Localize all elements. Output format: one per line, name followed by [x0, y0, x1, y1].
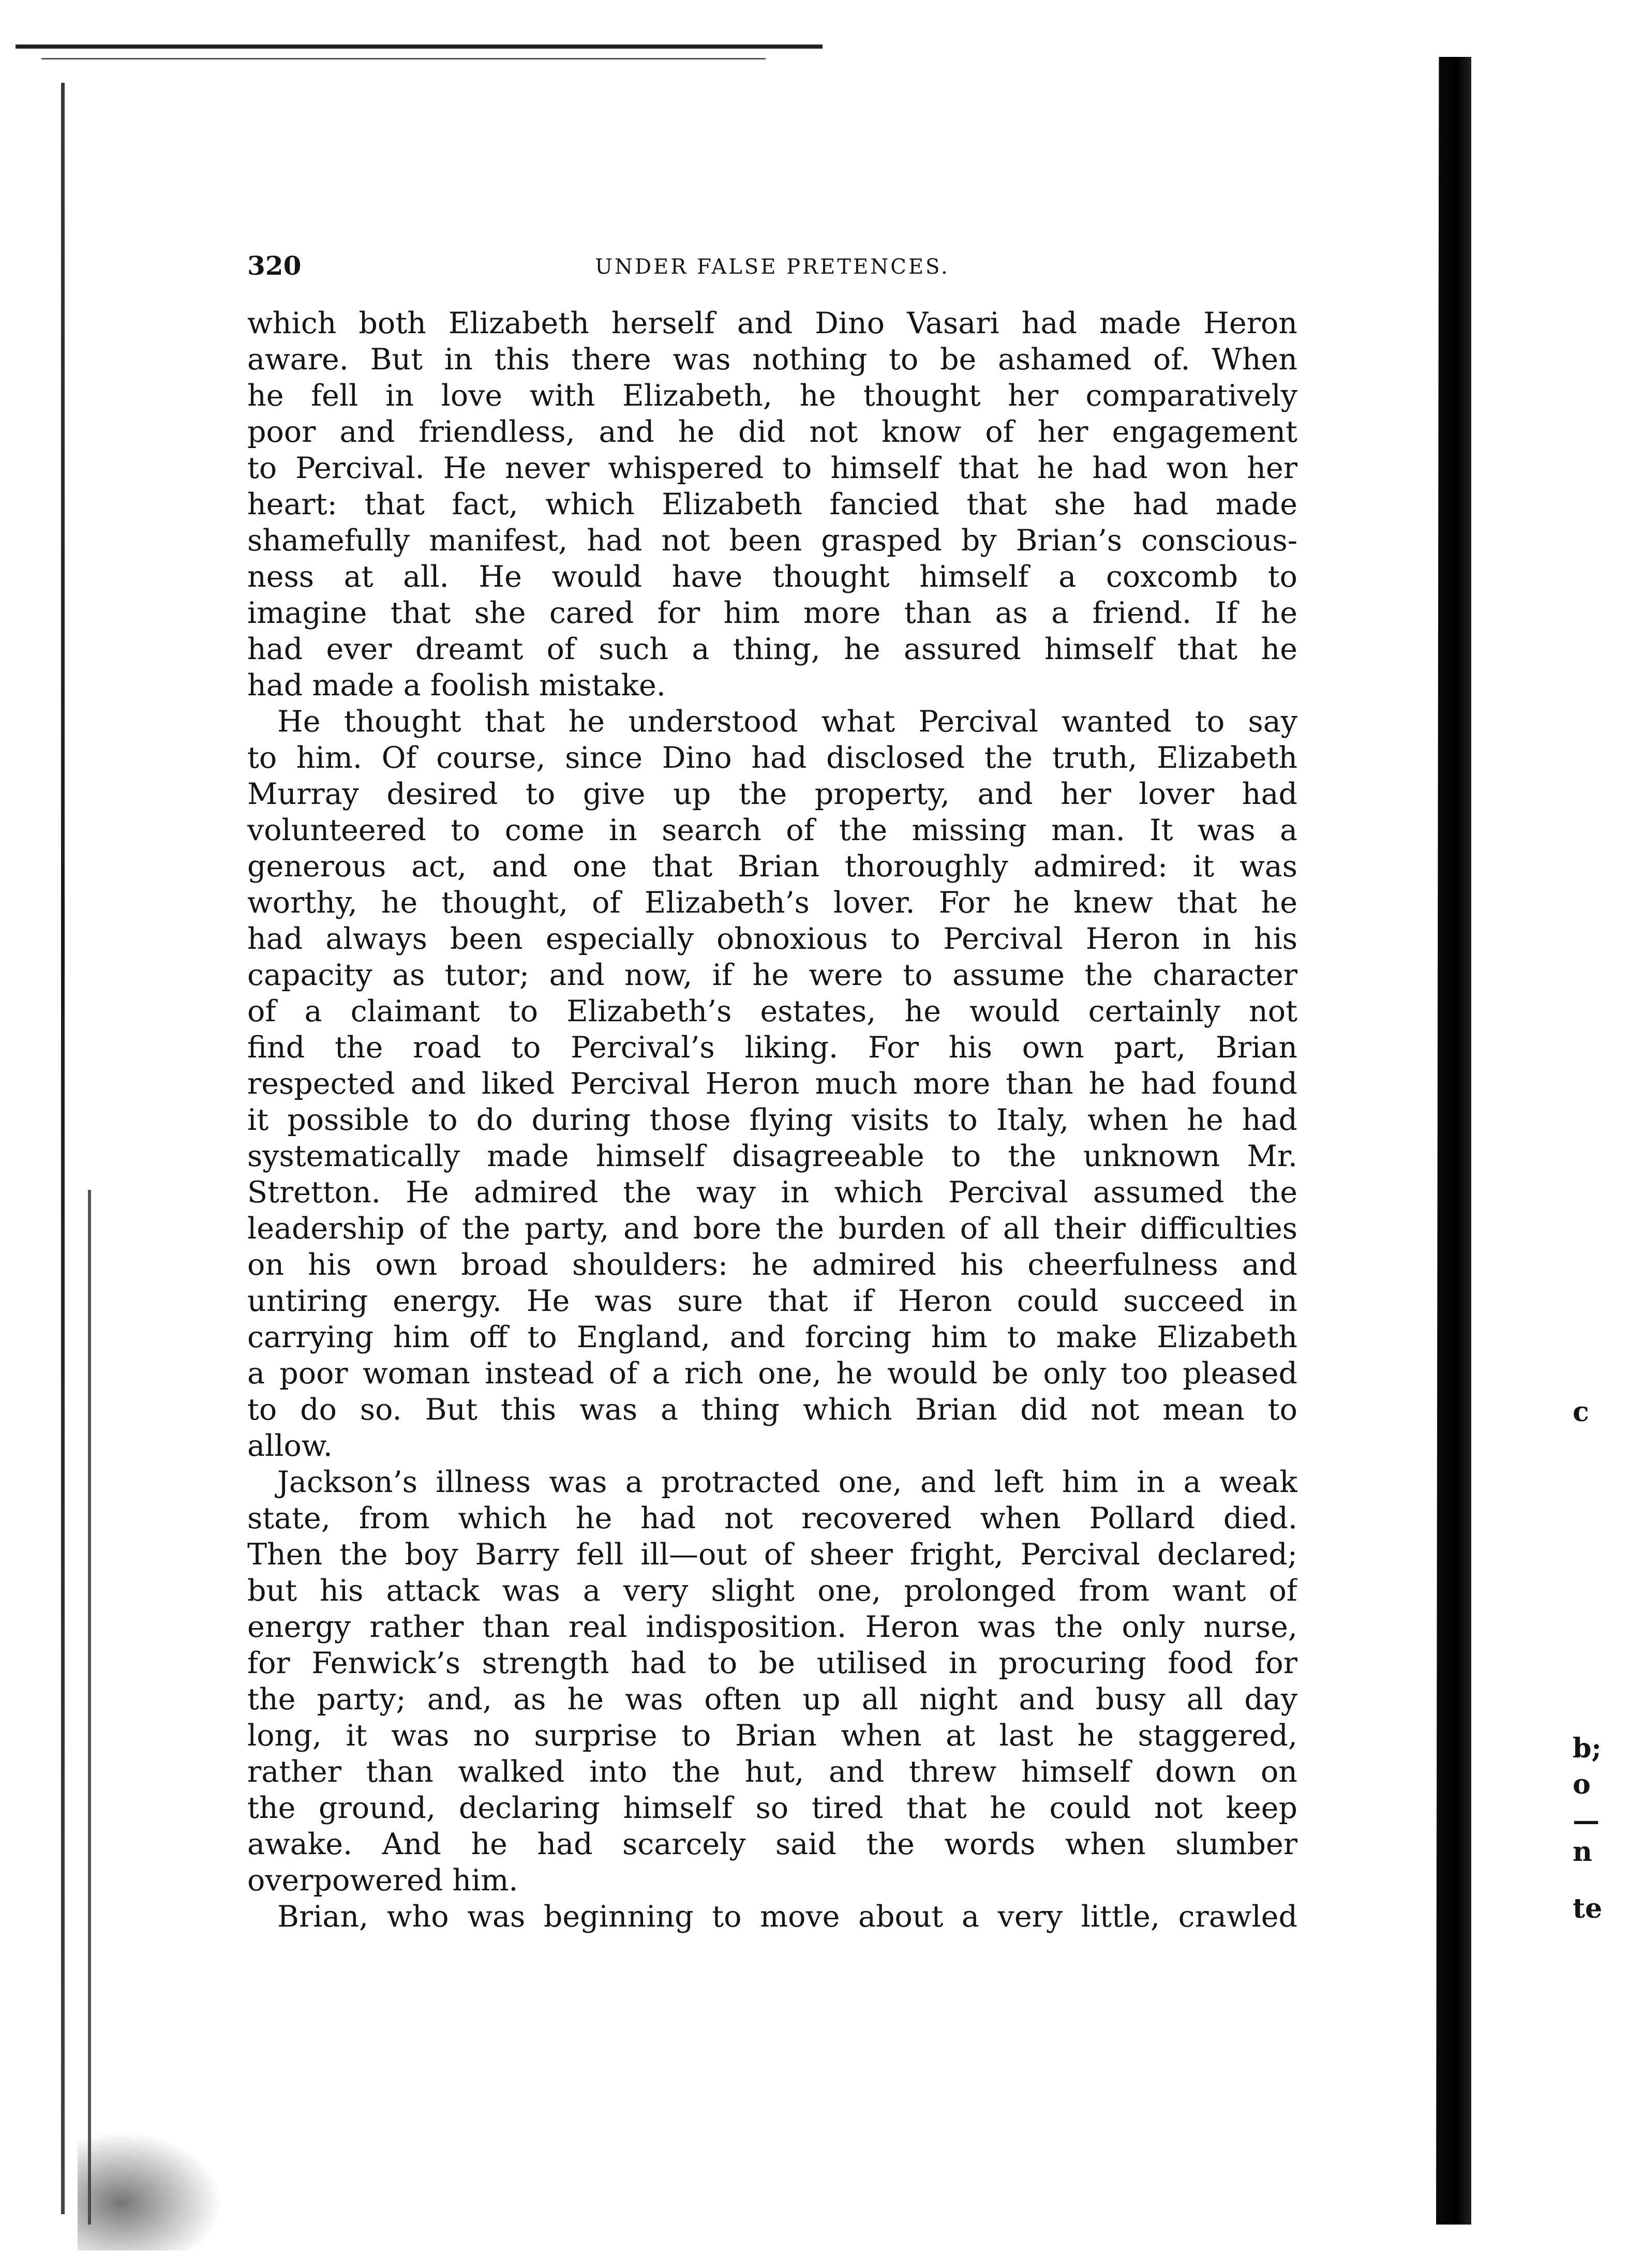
- text-line: he fell in love with Elizabeth, he thought her comparatively: [247, 379, 1297, 413]
- text-line: worthy, he thought, of Elizabeth’s lover. For he knew that he: [247, 886, 1297, 920]
- text-line: systematically made himself disagreeable to the unknown Mr.: [247, 1139, 1297, 1173]
- paragraph-start: Brian, who was beginning to move about a very little, crawled: [277, 1900, 1297, 1934]
- scan-rule-top: [16, 44, 823, 49]
- text-line: long, it was no surprise to Brian when at last he staggered,: [247, 1719, 1297, 1753]
- text-line: had ever dreamt of such a thing, he assured himself that he: [247, 632, 1297, 666]
- text-line: the party; and, as he was often up all night and busy all day: [247, 1682, 1297, 1717]
- margin-fragment: n: [1573, 1836, 1592, 1868]
- text-line: the ground, declaring himself so tired that he could not keep: [247, 1791, 1297, 1825]
- paragraph-start: He thought that he understood what Percival wanted to say: [277, 705, 1297, 739]
- text-line: overpowered him.: [247, 1863, 518, 1898]
- scan-smudge: [78, 2131, 222, 2250]
- text-line: state, from which he had not recovered when Pollard died.: [247, 1501, 1297, 1535]
- text-line: ness at all. He would have thought himself a coxcomb to: [247, 560, 1297, 594]
- text-line: to Percival. He never whispered to himself that he had won her: [247, 451, 1297, 485]
- scan-left-edge: [61, 83, 65, 2214]
- text-line: which both Elizabeth herself and Dino Vasari had made Heron: [247, 306, 1297, 340]
- margin-fragment: c: [1573, 1396, 1589, 1428]
- book-gutter-shadow: [1436, 57, 1471, 2225]
- running-title: UNDER FALSE PRETENCES.: [595, 255, 950, 279]
- text-line: imagine that she cared for him more than as a friend. If he: [247, 596, 1297, 630]
- text-line: volunteered to come in search of the missing man. It was a: [247, 813, 1297, 847]
- page-body: [247, 305, 1297, 1935]
- text-line: Murray desired to give up the property, and her lover had: [247, 777, 1297, 811]
- text-line: energy rather than real indisposition. Heron was the only nurse,: [247, 1610, 1297, 1644]
- text-line: aware. But in this there was nothing to be ashamed of. When: [247, 342, 1297, 377]
- text-line: heart: that fact, which Elizabeth fancied that she had made: [247, 487, 1297, 521]
- text-line: poor and friendless, and he did not know of her engagement: [247, 415, 1297, 449]
- margin-fragment: —: [1573, 1805, 1600, 1837]
- text-line: for Fenwick’s strength had to be utilised in procuring food for: [247, 1646, 1297, 1680]
- text-line: capacity as tutor; and now, if he were to assume the character: [247, 958, 1297, 992]
- text-line: allow.: [247, 1429, 333, 1463]
- text-line: respected and liked Percival Heron much more than he had found: [247, 1067, 1297, 1101]
- text-line: leadership of the party, and bore the burden of all their difficulties: [247, 1212, 1297, 1246]
- margin-fragment: te: [1573, 1893, 1603, 1924]
- margin-fragment: b;: [1573, 1733, 1602, 1764]
- text-line: to do so. But this was a thing which Brian did not mean to: [247, 1393, 1297, 1427]
- text-line: generous act, and one that Brian thoroughly admired: it was: [247, 849, 1297, 884]
- text-line: of a claimant to Elizabeth’s estates, he would certainly not: [247, 994, 1297, 1028]
- text-line: Then the boy Barry fell ill—out of sheer fright, Percival declared;: [247, 1538, 1297, 1572]
- margin-fragment: o: [1573, 1769, 1591, 1800]
- text-line: untiring energy. He was sure that if Heron could succeed in: [247, 1284, 1297, 1318]
- text-line: it possible to do during those flying visits to Italy, when he had: [247, 1103, 1297, 1137]
- text-line: but his attack was a very slight one, prolonged from want of: [247, 1574, 1297, 1608]
- text-line: a poor woman instead of a rich one, he would be only too pleased: [247, 1356, 1297, 1391]
- scan-rule-secondary: [41, 58, 766, 59]
- text-line: carrying him off to England, and forcing him to make Elizabeth: [247, 1320, 1297, 1354]
- page-number: 320: [247, 250, 302, 281]
- page-header: [247, 250, 1297, 292]
- text-line: to him. Of course, since Dino had disclosed the truth, Elizabeth: [247, 741, 1297, 775]
- text-line: had always been especially obnoxious to Percival Heron in his: [247, 922, 1297, 956]
- paragraph-start: Jackson’s illness was a protracted one, and left him in a weak: [277, 1465, 1297, 1499]
- text-line: shamefully manifest, had not been grasped by Brian’s conscious-: [247, 524, 1297, 558]
- text-line: find the road to Percival’s liking. For his own part, Brian: [247, 1031, 1297, 1065]
- text-line: on his own broad shoulders: he admired his cheerfulness and: [247, 1248, 1297, 1282]
- scan-left-edge-inner: [88, 1190, 91, 2225]
- text-line: rather than walked into the hut, and threw himself down on: [247, 1755, 1297, 1789]
- text-line: Stretton. He admired the way in which Percival assumed the: [247, 1175, 1297, 1210]
- text-line: awake. And he had scarcely said the words when slumber: [247, 1827, 1297, 1861]
- text-line: had made a foolish mistake.: [247, 668, 666, 703]
